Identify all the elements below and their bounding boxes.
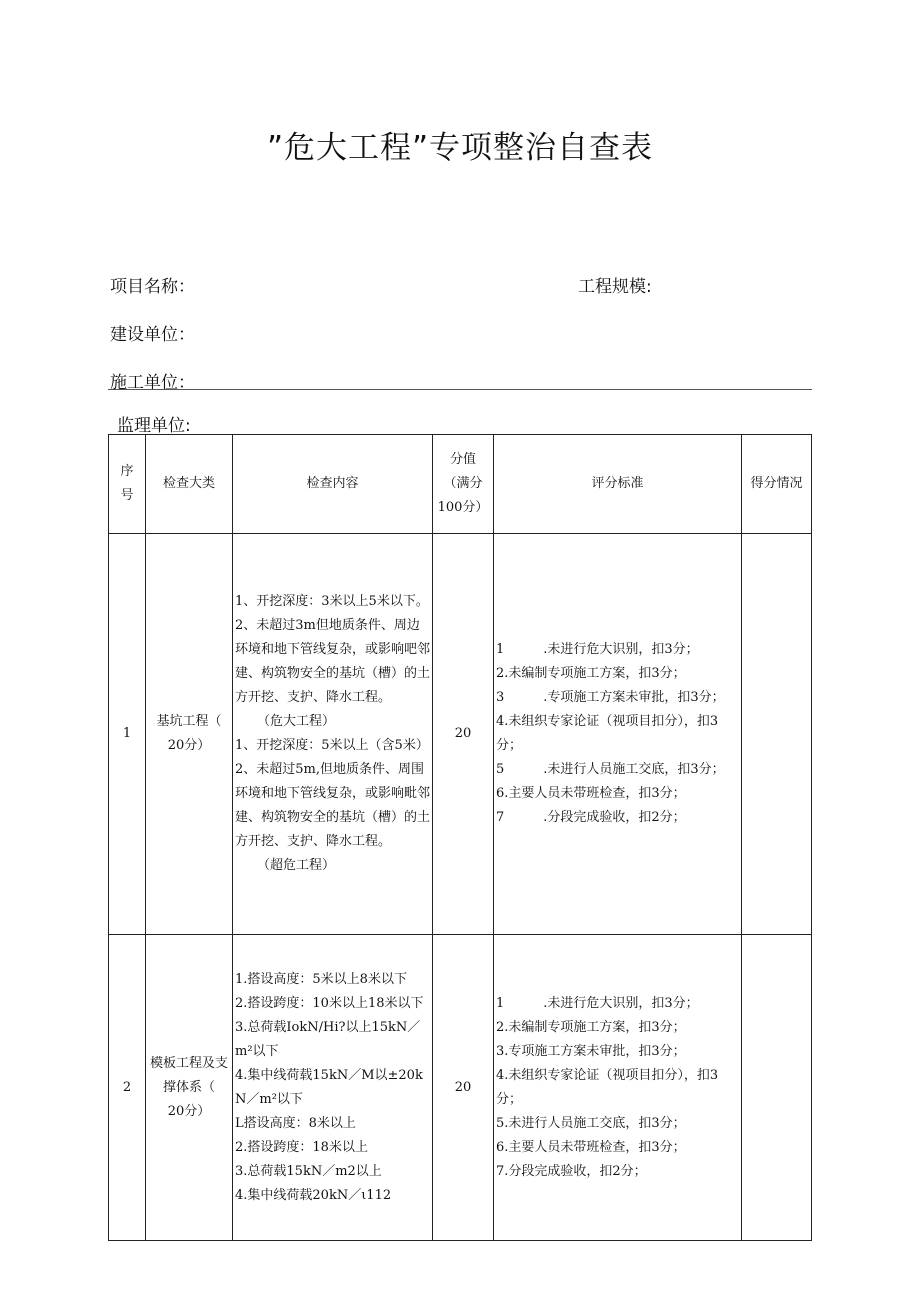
header-content: 检查内容 <box>233 435 433 534</box>
row1-content-line: （危大工程） <box>257 714 336 729</box>
row2-criteria-line: 4.未组织专家论证（视项目扣分），扣3分； <box>496 1067 719 1107</box>
row2-criteria-line: 1 .未进行危大识别，扣3分； <box>496 995 699 1011</box>
header-score <box>433 435 494 534</box>
row2-content-line: 2.搭设跨度：18米以上 <box>235 1139 368 1155</box>
row1-criteria-line: 6.主要人员未带班检查，扣3分； <box>496 786 686 801</box>
constructor-label: 施工单位： <box>110 373 195 393</box>
header-criteria: 评分标准 <box>494 435 742 534</box>
row2-content-line: 3.总荷载15kN／m2以上 <box>235 1163 382 1179</box>
row1-category-line2: 20分） <box>167 738 211 753</box>
row1-content-line: 2、未超过3m但地质条件、周边环境和地下管线复杂，或影响吧邻建、构筑物安全的基坑（槽）的土方开挖、支护、降水工程。 <box>235 618 431 705</box>
row2-criteria-line: 5.未进行人员施工交底，扣3分； <box>496 1115 686 1131</box>
row2-score: 20 <box>433 935 494 1241</box>
row1-result <box>742 534 812 935</box>
row1-content-line: （超危工程） <box>257 858 336 873</box>
row2-criteria-line: 2.未编制专项施工方案，扣3分； <box>496 1019 686 1035</box>
supervisor-label: 监理单位: <box>117 416 191 436</box>
row2-criteria-line: 3.专项施工方案未审批，扣3分； <box>496 1043 686 1059</box>
row2-content-line: 4.集中线荷载15kN／M以±20kN／m²以下 <box>235 1067 423 1107</box>
table-row <box>109 534 812 935</box>
header-score-line3: 100分） <box>437 500 489 515</box>
row2-no: 2 <box>109 935 146 1241</box>
divider-line <box>108 389 812 390</box>
row2-content-line: 2.搭设跨度：10米以上18米以下 <box>235 995 424 1011</box>
row1-content <box>233 534 433 935</box>
header-score-line2: （满分 <box>443 476 483 491</box>
row2-category-line1: 模板工程及支撑体系（ <box>149 1055 228 1095</box>
row2-content-line: 4.集中线荷载20kN／ι112 <box>235 1187 392 1203</box>
project-name-label: 项目名称： <box>110 277 195 297</box>
row1-criteria-line: 2.未编制专项施工方案，扣3分； <box>496 666 686 681</box>
header-category: 检查大类 <box>146 435 233 534</box>
row1-criteria-line: 5 .未进行人员施工交底，扣3分； <box>496 762 725 777</box>
row1-criteria <box>494 534 742 935</box>
table-row <box>109 935 812 1241</box>
project-scale-label: 工程规模: <box>578 277 652 297</box>
row1-category <box>146 534 233 935</box>
row1-criteria-line: 4.未组织专家论证（视项目扣分），扣3分； <box>496 714 719 753</box>
header-no: 序号 <box>109 435 146 534</box>
row1-score: 20 <box>433 534 494 935</box>
row2-content-line: 1.搭设高度：5米以上8米以下 <box>235 971 407 987</box>
row2-content-line: 3.总荷载IokN/Hi?以上15kN／m²以下 <box>235 1019 421 1059</box>
row2-criteria-line: 6.主要人员未带班检查，扣3分； <box>496 1139 686 1155</box>
inspection-table <box>108 434 812 1241</box>
row2-content-line: L搭设高度：8米以上 <box>235 1115 356 1131</box>
header-score-line1: 分值 <box>449 452 476 467</box>
row2-criteria-line: 7.分段完成验收，扣2分； <box>496 1163 647 1179</box>
header-result: 得分情况 <box>742 435 812 534</box>
row2-criteria <box>494 935 742 1241</box>
table-header-row <box>109 435 812 534</box>
page-title: ”危大工程”专项整治自查表 <box>266 130 654 166</box>
builder-label: 建设单位： <box>110 325 195 345</box>
row2-result <box>742 935 812 1241</box>
row1-criteria-line: 3 .专项施工方案未审批，扣3分； <box>496 690 725 705</box>
row1-category-line1: 基坑工程（ <box>156 714 222 729</box>
row2-content <box>233 935 433 1241</box>
row1-no: 1 <box>109 534 146 935</box>
row2-category <box>146 935 233 1241</box>
row1-criteria-line: 1 .未进行危大识别，扣3分； <box>496 642 699 657</box>
row2-category-line2: 20分） <box>167 1103 211 1119</box>
row1-content-line: 2、未超过5m,但地质条件、周围环境和地下管线复杂，或影响毗邻建、构筑物安全的基坑（槽）的土方开挖、支护、降水工程。 <box>235 762 431 849</box>
row1-content-line: 1、开挖深度：3米以上5米以下。 <box>235 594 429 609</box>
row1-content-line: 1、开挖深度：5米以上（含5米） <box>235 738 429 753</box>
row1-criteria-line: 7 .分段完成验收，扣2分； <box>496 810 686 825</box>
